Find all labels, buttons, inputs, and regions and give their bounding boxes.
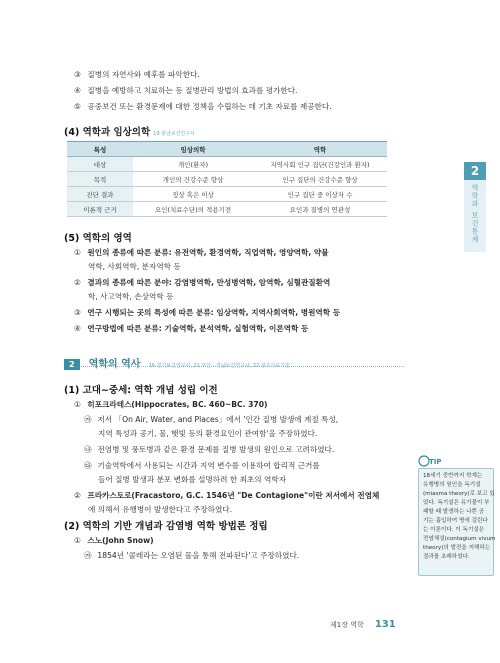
table-row: 진단 결과 정상 혹은 이상 인구 집단 중 이상자 수: [67, 187, 387, 202]
table-header: 역학: [253, 142, 387, 157]
table-row: 대상 개인(환자) 지역사회 인구 집단(건강인과 환자): [67, 157, 387, 172]
list-item-cont: 역학, 사회역학, 분자역학 등: [88, 262, 181, 271]
footer-chapter: 제1장 역학: [330, 621, 364, 629]
list-item: ⑤ 공중보건 또는 환경문제에 대한 정책을 수립하는 데 기초 자료를 제공한다.: [74, 102, 332, 111]
chapter-tab-number: 2: [464, 162, 486, 180]
list-item: ③ 연구 시행되는 곳의 특성에 따른 분류: 임상역학, 지역사회역학, 병원역학 등: [74, 308, 341, 317]
exam-note: 19 충남보건연구사: [153, 131, 195, 137]
table-row: 이론적 근거 요인(치료수단)의 적용기전 요인과 질병의 연관성: [67, 202, 387, 217]
comparison-table: [67, 141, 387, 217]
table-row: 목적 개인의 건강수준 향상 인구 집단의 건강수준 향상: [67, 172, 387, 187]
table-header: 임상의학: [133, 142, 253, 157]
top-list: [74, 70, 332, 118]
sub-2-list: ① 스노(John Snow) ㉮ 1854년 '콜레라는 오염된 물을 통해 전파된다'고 주장하였다.: [74, 536, 300, 560]
chapter-side-tab[interactable]: [464, 162, 486, 252]
svg-text:TIP: TIP: [429, 458, 442, 466]
list-item: ③ 질병의 자연사와 예후를 파악한다.: [74, 70, 200, 79]
tip-box: 18세기 중반까지 학계는 유행병의 원인을 독기설 (miasma theory)로 보고 있 었다. 독기설은 유기물이 부 패할 때 발생하는 나쁜 공 기는 흡입하여 병에 걸린다 는 이론이다. 이 독기설은 전염체설(contagium vivum theory)의 발전을 저해하는 결과를 초래하였다.: [418, 468, 494, 576]
page-number: 131: [374, 619, 396, 630]
chapter-tab-label: 역학과 보건통계: [471, 184, 479, 244]
footer: [330, 612, 450, 630]
section-title: 역학의 역사: [88, 359, 141, 370]
section-4-heading: (4) 역학과 임상의학 19 충남보건연구사: [64, 127, 195, 138]
section-number: 2: [64, 359, 80, 370]
section-2-header: [64, 352, 404, 370]
section-5-list: [74, 248, 340, 340]
sub-1-heading: (1) 고대~중세: 역학 개념 성립 이전: [64, 385, 218, 396]
exam-note: 16 경기보건연구사, 21 부산 · 경남보건연구사, 22 광주의료기술: [148, 363, 290, 369]
section-5-heading: (5) 역학의 영역: [64, 233, 132, 244]
list-item: ④ 질병을 예방하고 치료하는 등 질병관리 방법의 효과를 평가한다.: [74, 86, 298, 95]
list-item: ④ 연구방법에 따른 분류: 기술역학, 분석역학, 실험역학, 이론역학 등: [74, 324, 309, 333]
list-item: ① 원인의 종류에 따른 분류: 유전역학, 환경역학, 직업역학, 영양역학, 약물: [74, 248, 329, 257]
table-header: 특성: [67, 142, 133, 157]
list-item-cont: 학, 사고역학, 손상역학 등: [88, 292, 174, 301]
list-item: ② 결과의 종류에 따른 분야: 감염병역학, 만성병역학, 암역학, 심혈관질환역: [74, 278, 331, 287]
tip-icon: [418, 453, 440, 467]
sub-2-heading: (2) 역학의 기반 개념과 감염병 역학 방법론 정립: [64, 521, 268, 532]
sub-1-list: ① 히포크라테스(Hippocrates, BC. 460~BC. 370) ㉮ 저서 「On Air, Water, and Places」에서 '인간 질병 발생에 계절 특성, 지역 특성과 공기, 물, 햇빛 등의 환경요인이 관여함'을 주장하였다. ㉯ 전염병 및 풍토병과 같은 환경 문제를 질병 발생의 원인으로 고려하였다. ㉰ 기술역학에서 사용되는 시간과 지역 변수를 이용하여 합리적 근거를 들어 질병 발생과 분포 변화를 설명하려 한 최초의 역학자 ② 프라카스토로(Fracastoro, G.C. 1546년 "De Contagione"이란 저서에서 전염체 에 의해서 유행병이 발생한다고 주장하였다.: [74, 400, 380, 514]
